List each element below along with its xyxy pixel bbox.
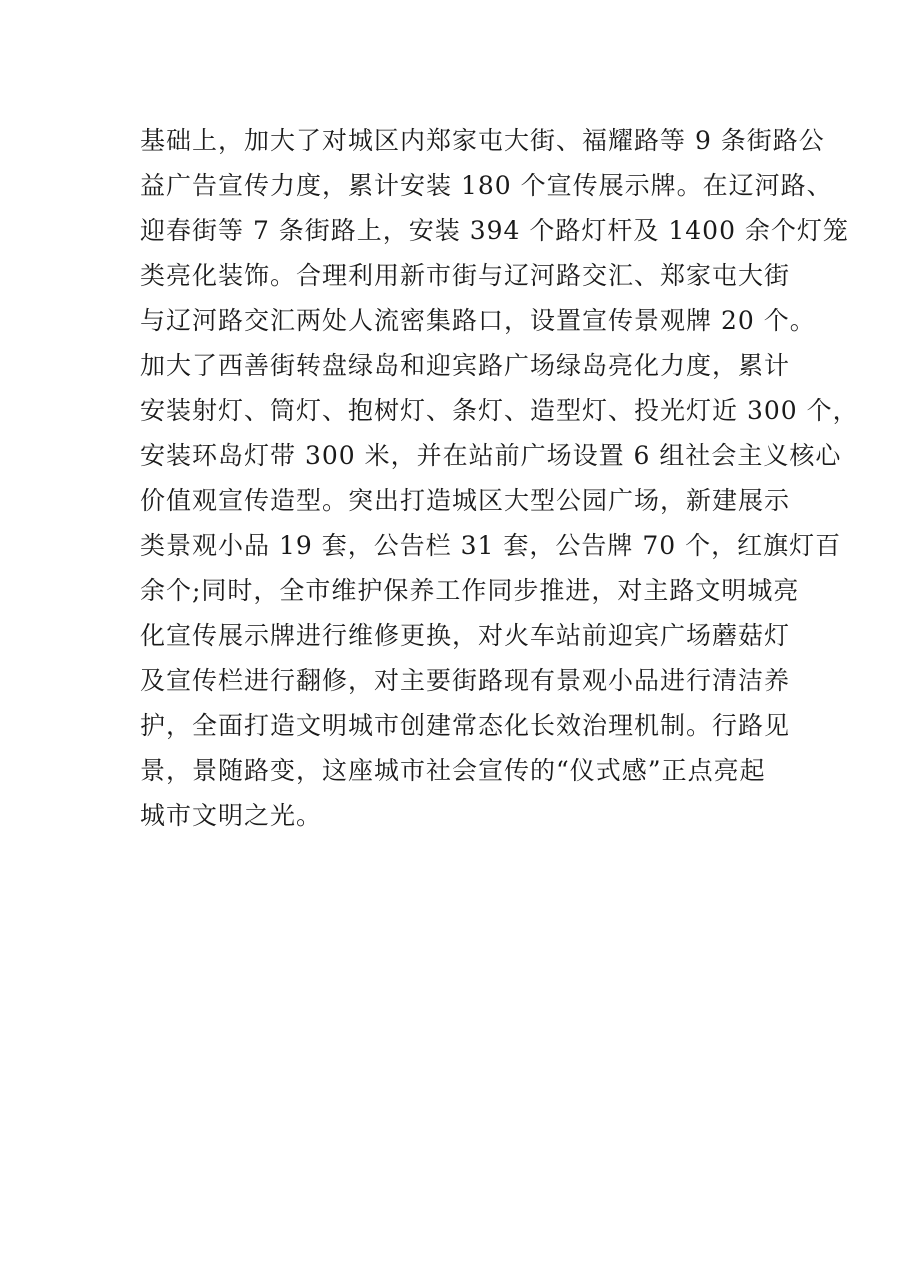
text-line: 基础上，加大了对城区内郑家屯大街、福耀路等 9 条街路公: [140, 126, 825, 155]
text-line: 类亮化装饰。合理利用新市街与辽河路交汇、郑家屯大街: [140, 261, 791, 290]
text-line: 与辽河路交汇两处人流密集路口，设置宣传景观牌 20 个。: [140, 306, 816, 335]
text-line: 安装环岛灯带 300 米，并在站前广场设置 6 组社会主义核心: [140, 441, 842, 470]
text-line: 护，全面打造文明城市创建常态化长效治理机制。行路见: [140, 711, 791, 740]
text-line: 迎春街等 7 条街路上，安装 394 个路灯杆及 1400 余个灯笼: [140, 216, 849, 245]
text-line: 城市文明之光。: [140, 801, 323, 830]
text-line: 化宣传展示牌进行维修更换，对火车站前迎宾广场蘑菇灯: [140, 621, 791, 650]
text-line: 加大了西善街转盘绿岛和迎宾路广场绿岛亮化力度，累计: [140, 351, 791, 380]
text-line: 及宣传栏进行翻修，对主要街路现有景观小品进行清洁养: [140, 666, 791, 695]
text-line: 景，景随路变，这座城市社会宣传的“仪式感”正点亮起: [140, 756, 766, 785]
text-line: 余个;同时，全市维护保养工作同步推进，对主路文明城亮: [140, 576, 800, 605]
body-paragraph: [140, 118, 859, 838]
text-line: 价值观宣传造型。突出打造城区大型公园广场，新建展示: [140, 486, 791, 515]
text-line: 益广告宣传力度，累计安装 180 个宣传展示牌。在辽河路、: [140, 171, 833, 200]
text-line: 类景观小品 19 套，公告栏 31 套，公告牌 70 个，红旗灯百: [140, 531, 842, 560]
text-line: 安装射灯、筒灯、抱树灯、条灯、造型灯、投光灯近 300 个，: [140, 396, 859, 425]
